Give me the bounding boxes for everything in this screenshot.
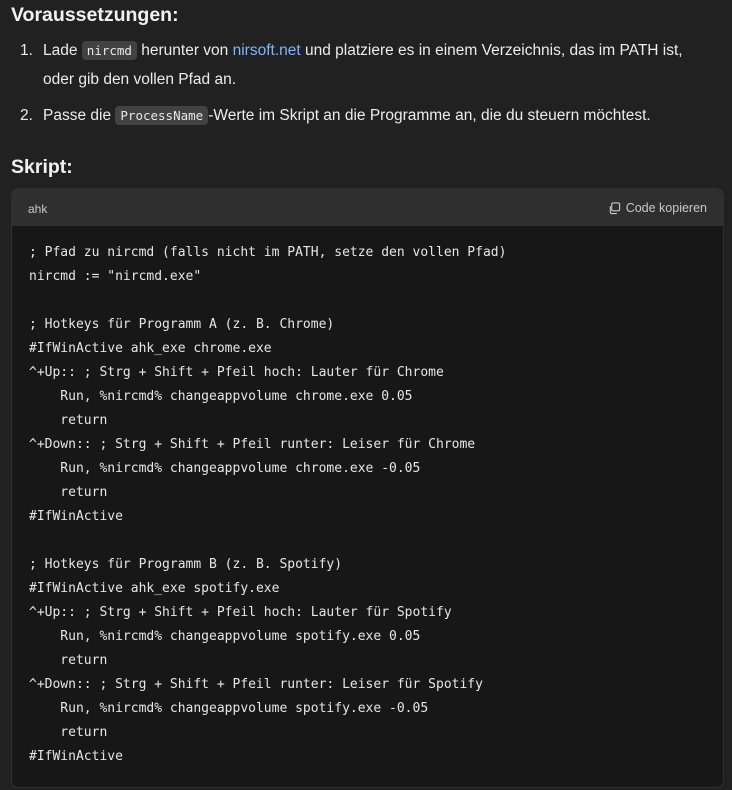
- code-line: ; Hotkeys für Programm A (z. B. Chrome): [29, 317, 335, 332]
- code-line: #IfWinActive ahk_exe chrome.exe: [29, 341, 272, 356]
- list-item-text: [43, 101, 713, 130]
- code-line: ^+Up:: ; Strg + Shift + Pfeil hoch: Lauter für Spotify: [29, 605, 452, 620]
- code-language-label: ahk: [28, 202, 48, 216]
- code-line: #IfWinActive ahk_exe spotify.exe: [29, 581, 280, 596]
- list-number: 1.: [20, 42, 33, 59]
- code-header: [12, 189, 723, 226]
- code-line: return: [29, 413, 108, 428]
- code-line: #IfWinActive: [29, 509, 123, 524]
- code-line: nircmd := "nircmd.exe": [29, 269, 202, 284]
- text-segment: Passe die: [43, 107, 116, 124]
- code-line: Run, %nircmd% changeappvolume chrome.exe 0.05: [29, 389, 413, 404]
- code-line: ^+Down:: ; Strg + Shift + Pfeil runter: Leiser für Chrome: [29, 437, 476, 452]
- code-line: return: [29, 485, 108, 500]
- code-line: Run, %nircmd% changeappvolume spotify.exe -0.05: [29, 701, 429, 716]
- text-segment: herunter von: [136, 42, 233, 59]
- code-block: [11, 188, 724, 788]
- code-line: Run, %nircmd% changeappvolume spotify.exe 0.05: [29, 629, 421, 644]
- text-segment: oder gib den vollen Pfad an.: [43, 71, 237, 88]
- inline-code-nircmd: nircmd: [82, 41, 137, 60]
- list-item-text: [43, 36, 713, 94]
- text-segment: und platziere es in einem Verzeichnis, das im PATH ist,: [300, 42, 683, 59]
- copy-code-label: Code kopieren: [625, 201, 707, 215]
- code-content[interactable]: [29, 241, 506, 769]
- code-line: ^+Up:: ; Strg + Shift + Pfeil hoch: Lauter für Chrome: [29, 365, 444, 380]
- code-line: return: [29, 725, 108, 740]
- inline-code-processname: ProcessName: [115, 106, 208, 125]
- copy-code-button[interactable]: [608, 198, 707, 218]
- list-number: 2.: [20, 107, 33, 124]
- requirements-heading: Voraussetzungen:: [11, 4, 179, 26]
- code-line: [29, 529, 506, 553]
- text-segment: Lade: [43, 42, 82, 59]
- code-line: ^+Down:: ; Strg + Shift + Pfeil runter: Leiser für Spotify: [29, 677, 483, 692]
- script-heading: Skript:: [11, 156, 73, 178]
- code-line: ; Pfad zu nircmd (falls nicht im PATH, setze den vollen Pfad): [29, 245, 507, 260]
- text-segment: -Werte im Skript an die Programme an, die du steuern möchtest.: [208, 107, 651, 124]
- code-line: return: [29, 653, 108, 668]
- code-line: #IfWinActive: [29, 749, 123, 764]
- code-line: ; Hotkeys für Programm B (z. B. Spotify): [29, 557, 343, 572]
- copy-icon: [608, 202, 621, 215]
- nirsoft-link[interactable]: nirsoft.net: [232, 42, 301, 59]
- code-line: Run, %nircmd% changeappvolume chrome.exe -0.05: [29, 461, 421, 476]
- code-line: [29, 289, 506, 313]
